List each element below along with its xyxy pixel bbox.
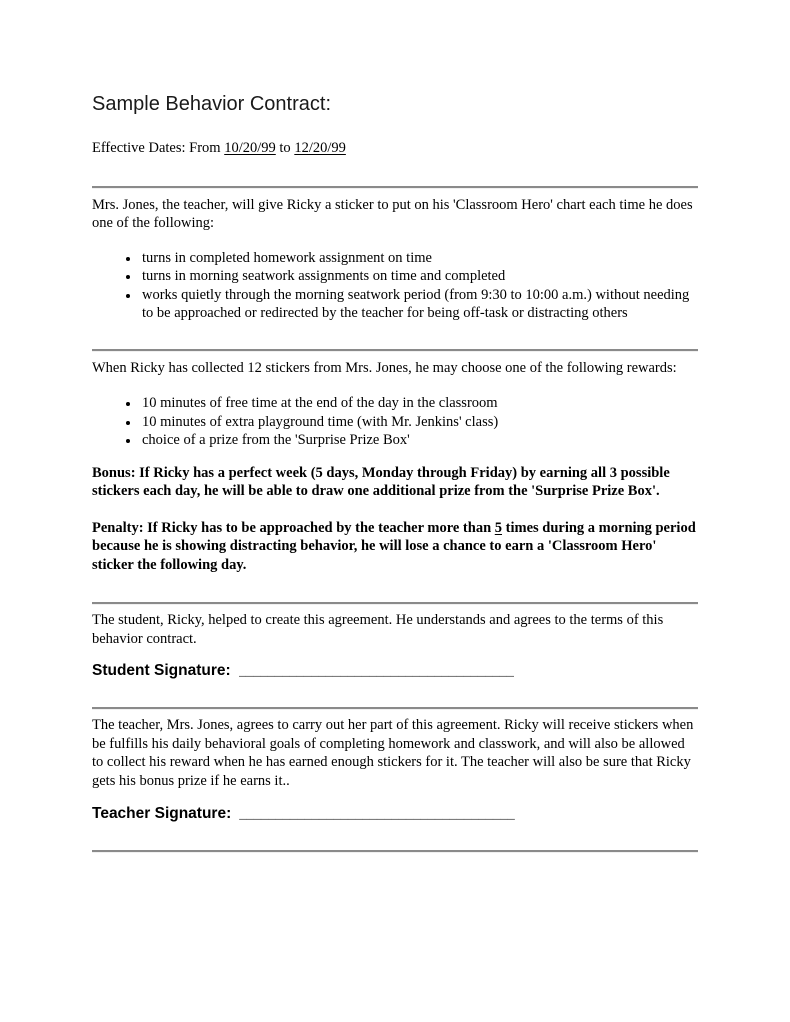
student-signature-line: ______________________________________ xyxy=(238,663,515,679)
penalty-paragraph xyxy=(92,519,698,575)
effective-dates xyxy=(92,139,698,158)
list-item: • choice of a prize from the 'Surprise Prize Box' xyxy=(140,431,698,450)
stickers-intro-paragraph: Mrs. Jones, the teacher, will give Ricky a sticker to put on his 'Classroom Hero' chart each time he does one of the following: xyxy=(92,196,693,231)
start-date: 10/20/99 xyxy=(224,140,276,156)
teacher-signature-line: ______________________________________ xyxy=(239,806,515,822)
penalty-underlined-number: 5 xyxy=(494,519,503,536)
student-agreement-paragraph: The student, Ricky, helped to create this agreement. He understands and agrees to the terms of this behavior contract. xyxy=(92,612,664,647)
rewards-intro-paragraph: When Ricky has collected 12 stickers from Mrs. Jones, he may choose one of the following rewards: xyxy=(92,359,677,376)
section-divider xyxy=(92,349,698,352)
list-item: • turns in completed homework assignment on time xyxy=(140,249,698,268)
teacher-signature-label: Teacher Signature: xyxy=(92,805,232,822)
effective-dates-connector: to xyxy=(279,140,291,156)
list-item: • turns in morning seatwork assignments on time and completed xyxy=(140,267,698,286)
teacher-signature-row xyxy=(92,803,698,824)
end-date: 12/20/99 xyxy=(294,140,346,156)
section-divider xyxy=(92,602,698,605)
effective-dates-prefix: Effective Dates: From xyxy=(92,140,221,156)
penalty-text-after: times during a morning period because he is showing distracting behavior, he will lose a chance to earn a 'Classroom Hero' sticker the following day. xyxy=(92,519,696,573)
list-item: • 10 minutes of free time at the end of the day in the classroom xyxy=(140,394,698,413)
student-signature-row xyxy=(92,660,698,681)
document-title: Sample Behavior Contract: xyxy=(92,93,332,115)
section-divider xyxy=(92,186,698,189)
stickers-bullet-list xyxy=(92,249,698,323)
teacher-agreement-paragraph: The teacher, Mrs. Jones, agrees to carry out her part of this agreement. Ricky will receive stickers when be fulfills his daily behavioral goals of completing homework and classwork, and will also be allowed to collect his reward when he has earned enough stickers for it. The teacher will also be sure that Ricky gets his bonus prize if he earns it.. xyxy=(92,717,694,789)
bonus-paragraph: Bonus: If Ricky has a perfect week (5 days, Monday through Friday) by earning all 3 possible stickers each day, he will be able to draw one additional prize from the 'Surprise Prize Box'. xyxy=(92,464,670,499)
section-divider xyxy=(92,707,698,710)
rewards-bullet-list xyxy=(92,394,698,450)
section-divider xyxy=(92,850,698,853)
penalty-text-before: Penalty: If Ricky has to be approached by the teacher more than xyxy=(92,519,495,536)
list-item: • 10 minutes of extra playground time (with Mr. Jenkins' class) xyxy=(140,413,698,432)
student-signature-label: Student Signature: xyxy=(92,662,231,679)
list-item: • works quietly through the morning seatwork period (from 9:30 to 10:00 a.m.) without needing to be approached or redirected by the teacher for being off-task or distracting others xyxy=(140,286,698,323)
